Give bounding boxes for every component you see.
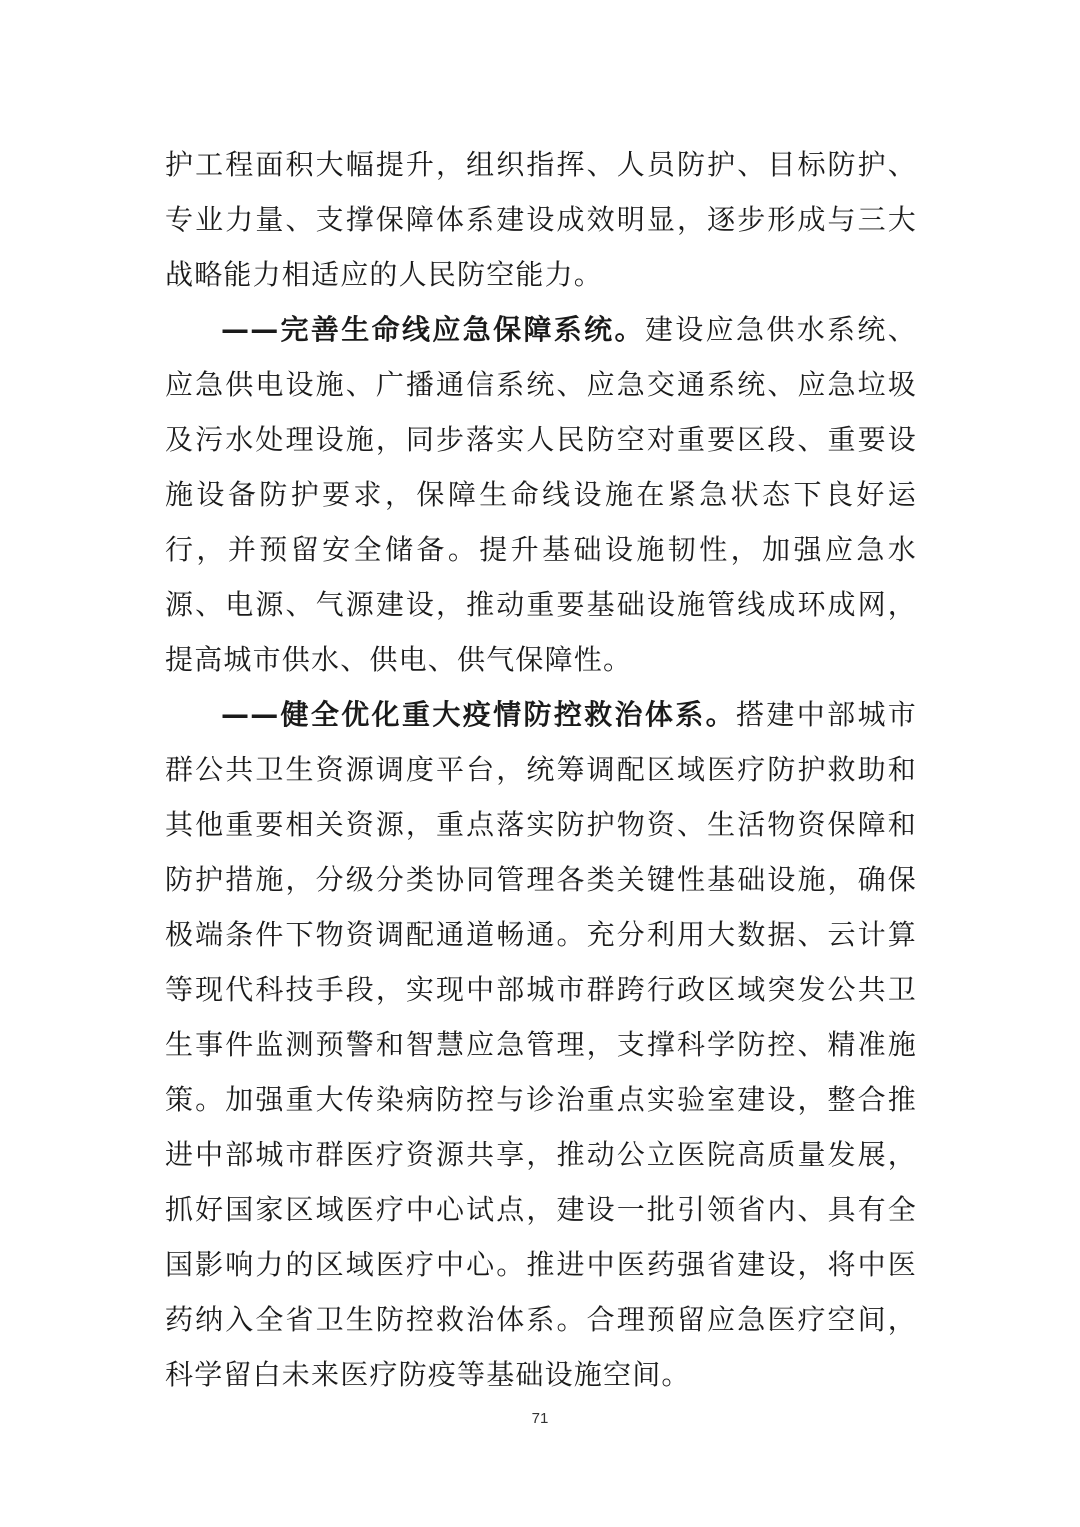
- paragraph-epidemic-control: [165, 687, 917, 1402]
- paragraph-text: 搭建中部城市群公共卫生资源调度平台，统筹调配区域医疗防护救助和其他重要相关资源，重点落实防护物资、生活物资保障和防护措施，分级分类协同管理各类关键性基础设施，确保极端条件下物资调配通道畅通。充分利用大数据、云计算等现代科技手段，实现中部城市群跨行政区域突发公共卫生事件监测预警和智慧应急管理，支撑科学防控、精准施策。加强重大传染病防控与诊治重点实验室建设，整合推进中部城市群医疗资源共享，推动公立医院高质量发展，抓好国家区域医疗中心试点，建设一批引领省内、具有全国影响力的区域医疗中心。推进中医药强省建设，将中医药纳入全省卫生防控救治体系。合理预留应急医疗空间，科学留白未来医疗防疫等基础设施空间。: [165, 698, 918, 1391]
- body-text: [165, 137, 917, 1402]
- paragraph-continuation: [165, 137, 917, 302]
- paragraph-text: 建设应急供水系统、应急供电设施、广播通信系统、应急交通系统、应急垃圾及污水处理设施，同步落实人民防空对重要区段、重要设施设备防护要求，保障生命线设施在紧急状态下良好运行，并预留安全储备。提升基础设施韧性，加强应急水源、电源、气源建设，推动重要基础设施管线成环成网，提高城市供水、供电、供气保障性。: [165, 313, 917, 676]
- paragraph-heading: ——健全优化重大疫情防控救治体系。: [221, 698, 736, 731]
- paragraph-lifeline-emergency: [165, 302, 917, 687]
- page-number: 71: [531, 1410, 549, 1427]
- paragraph-heading: ——完善生命线应急保障系统。: [221, 313, 645, 346]
- paragraph-text: 护工程面积大幅提升，组织指挥、人员防护、目标防护、专业力量、支撑保障体系建设成效明显，逐步形成与三大战略能力相适应的人民防空能力。: [165, 148, 917, 291]
